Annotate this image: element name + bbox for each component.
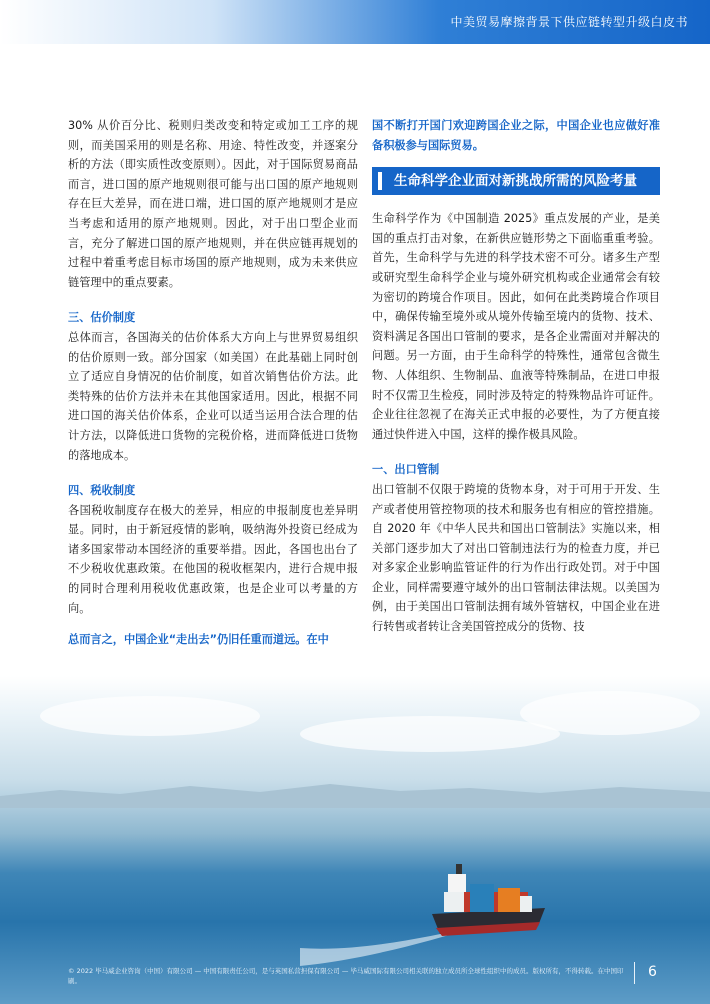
heading-export-control: 一、出口管制 — [372, 463, 440, 477]
left-column — [68, 116, 358, 650]
section-banner: 生命科学企业面对新挑战所需的风险考量 — [372, 167, 660, 195]
left-paragraph-origin-rules: 30% 从价百分比、税则归类改变和特定或加工工序的规则，而美国采用的则是名称、用途、特性改变，并逐案分析的方法（即实质性改变原则）。因此，对于国际贸易商品而言，进口国的原产地规则很可能与出口国的原产地规则存在巨大差异，而在进口端，进口国的原产地规则才是应当考虑和适用的原产地规则。因此，对于出口型企业而言，充分了解进口国的原产地规则，并在供应链再规划的过程中着重考虑目标市场国的原产地规则，成为未来供应链管理中的重点要素。 — [68, 119, 358, 289]
heading-valuation: 三、估价制度 — [68, 311, 136, 325]
conclusion-text: 总而言之，中国企业“走出去”仍旧任重而道远。在中 — [68, 633, 329, 647]
left-paragraph-tax: 各国税收制度存在极大的差异，相应的申报制度也差异明显。同时，由于新冠疫情的影响，吸纳海外投资已经成为诸多国家带动本国经济的重要举措。因此，各国也出台了不少税收优惠政策。在他国的税收框架内，进行合规申报的同时合理利用税收优惠政策，也是企业可以考量的方向。 — [68, 503, 358, 615]
ship-icon — [0, 676, 710, 1004]
header-title: 中美贸易摩擦背景下供应链转型升级白皮书 — [450, 15, 688, 29]
footer-copyright: © 2022 毕马威企业咨询（中国）有限公司 — 中国有限责任公司，是与英国私营担保有限公司 — 毕马威国际有限公司相关联的独立成员所全球性组织中的成员。版权所有，不得转载。在中国印刷。 — [68, 967, 624, 985]
right-paragraph-life-science: 生命科学作为《中国制造 2025》重点发展的产业，是美国的重点打击对象，在新供应链形势之下面临重重考验。首先，生命科学与先进的科学技术密不可分。诸多生产型或研究型生命科学企业与境外研究机构或企业通常会有较为密切的跨境合作项目。因此，如何在此类跨境合作项目中，确保传输至境外或从境外传输至境内的货物、技术、资料满足各国出口管制的要求，是各企业需面对并解决的问题。另一方面，由于生命科学的特殊性，通常包含微生物、人体组织、生物制品、血液等特殊制品，在进口申报时不仅需卫生检疫，同时涉及特定的特殊物品许可证件。企业往往忽视了在海关正式申报的必要性，为了方便直接通过快件进入中国，这样的操作极具风险。 — [372, 212, 660, 441]
conclusion-continued: 国不断打开国门欢迎跨国企业之际，中国企业也应做好准备积极参与国际贸易。 — [372, 119, 660, 152]
right-column — [372, 116, 660, 637]
cargo-ship-photo — [0, 676, 710, 1004]
page-number: 6 — [648, 964, 657, 980]
left-paragraph-valuation: 总体而言，各国海关的估价体系大方向上与世界贸易组织的估价原则一致。部分国家（如美国）在此基础上同时创立了适应自身情况的估价制度，如首次销售估价方法。此类特殊的估价方法并未在其他国家适用。因此，根据不同进口国的海关估价体系，企业可以适当运用合法合理的估计方法，以降低进口货物的完税价格，进而降低进口货物的落地成本。 — [68, 330, 358, 462]
right-paragraph-export-control: 出口管制不仅限于跨境的货物本身，对于可用于开发、生产或者使用管控物项的技术和服务也有相应的管控措施。自 2020 年《中华人民共和国出口管制法》实施以来，相关部门逐步加大了对出口管制违法行为的检查力度，并已对多家企业影响监管证件的行为作出行政处罚。对于中国企业，同样需要遵守域外的出口管制法律法规。以美国为例，由于美国出口管制法拥有域外管辖权，中国企业在进行转售或者转让含美国管控成分的货物、技 — [372, 482, 660, 634]
header-bar — [0, 0, 710, 44]
page-divider — [634, 962, 635, 984]
heading-tax: 四、税收制度 — [68, 484, 136, 498]
